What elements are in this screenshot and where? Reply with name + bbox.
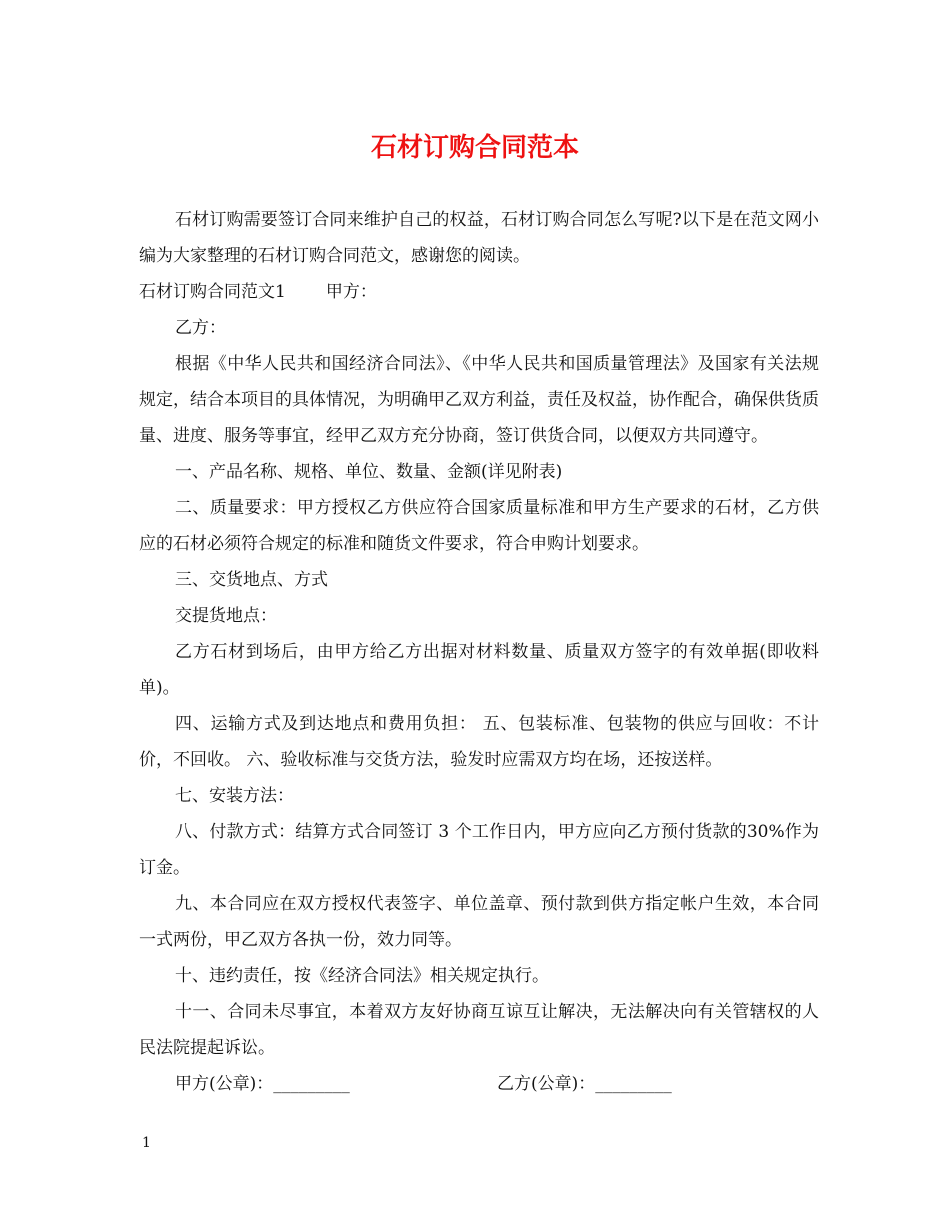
preamble-paragraph: 根据《中华人民共和国经济合同法》、《中华人民共和国质量管理法》及国家有关法规规定，结合本项目的具体情况，为明确甲乙双方利益，责任及权益，协作配合，确保供货质量、进度、服务等事宜，经甲乙双方充分协商，签订供货合同，以便双方共同遵守。 bbox=[139, 354, 819, 446]
document-title: 石材订购合同范本 bbox=[370, 133, 579, 163]
clause-8: 八、付款方式：结算方式合同签订 3 个工作日内，甲方应向乙方预付货款的30%作为订金。 bbox=[139, 822, 819, 878]
contract-heading: 石材订购合同范文1 bbox=[139, 282, 286, 302]
contract-heading-line bbox=[139, 274, 819, 310]
intro-paragraph: 石材订购需要签订合同来维护自己的权益，石材订购合同怎么写呢?以下是在范文网小编为大家整理的石材订购合同范文，感谢您的阅读。 bbox=[139, 210, 819, 266]
clause-3-place: 交提货地点： bbox=[175, 606, 277, 626]
signature-row bbox=[139, 1066, 819, 1102]
clause-9: 九、本合同应在双方授权代表签字、单位盖章、预付款到供方指定帐户生效，本合同一式两份，甲乙双方各执一份，效力同等。 bbox=[139, 894, 819, 950]
clause-11: 十一、合同未尽事宜，本着双方友好协商互谅互让解决，无法解决向有关管辖权的人民法院提起诉讼。 bbox=[139, 1002, 819, 1058]
party-a-label: 甲方： bbox=[325, 282, 377, 302]
party-b-signature: 乙方(公章)：_________ bbox=[497, 1074, 672, 1094]
clause-10: 十、违约责任，按《经济合同法》相关规定执行。 bbox=[175, 966, 549, 986]
document-body bbox=[139, 202, 819, 1102]
clause-3-detail: 乙方石材到场后，由甲方给乙方出据对材料数量、质量双方签字的有效单据(即收料单)。 bbox=[139, 642, 819, 698]
clause-1: 一、产品名称、规格、单位、数量、金额(详见附表) bbox=[175, 462, 563, 482]
clause-2: 二、质量要求：甲方授权乙方供应符合国家质量标准和甲方生产要求的石材，乙方供应的石材必须符合规定的标准和随货文件要求，符合申购计划要求。 bbox=[139, 498, 819, 554]
party-b-label: 乙方： bbox=[175, 318, 226, 338]
clause-7: 七、安装方法： bbox=[175, 786, 294, 806]
page-number: 1 bbox=[142, 1135, 151, 1151]
clause-4-6: 四、运输方式及到达地点和费用负担： 五、包装标准、包装物的供应与回收：不计价，不回收。 六、验收标准与交货方法，验发时应需双方均在场，还按送样。 bbox=[139, 714, 819, 770]
party-a-signature: 甲方(公章)：_________ bbox=[175, 1074, 350, 1094]
clause-3: 三、交货地点、方式 bbox=[175, 570, 328, 590]
